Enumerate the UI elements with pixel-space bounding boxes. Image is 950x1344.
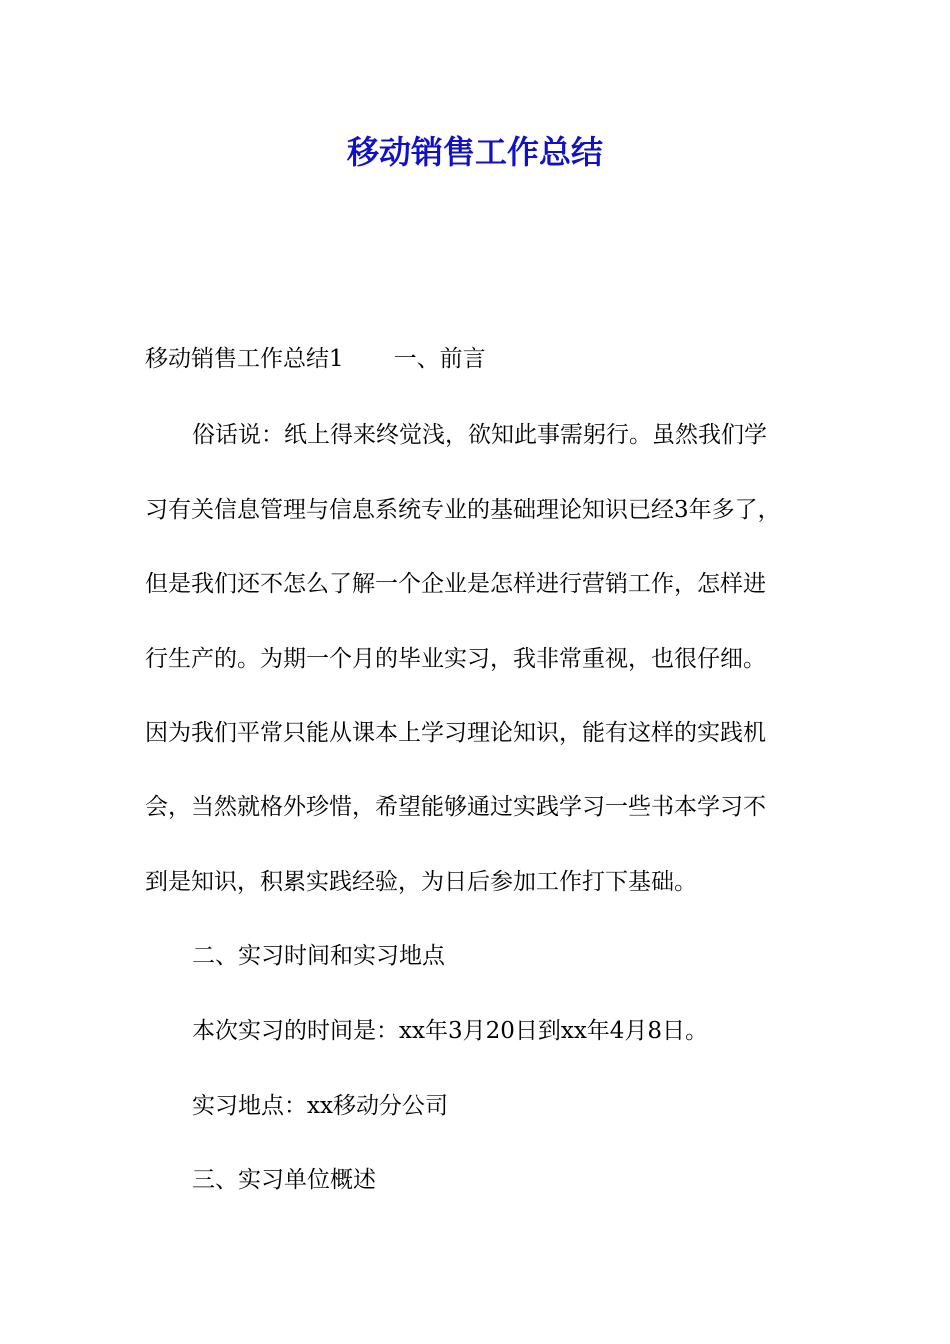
document-title: 移动销售工作总结	[346, 133, 603, 171]
section-2-heading: 二、实习时间和实习地点	[192, 943, 445, 969]
section-2-time: 本次实习的时间是：xx年3月20日到xx年4月8日。	[192, 1018, 709, 1044]
paragraph-1-line-1: 俗话说：纸上得来终觉浅，欲知此事需躬行。虽然我们学	[192, 422, 767, 448]
subheading-left: 移动销售工作总结1	[145, 346, 344, 372]
paragraph-1-line-3: 但是我们还不怎么了解一个企业是怎样进行营销工作，怎样进	[145, 571, 766, 597]
subheading-right: 一、前言	[393, 346, 486, 372]
paragraph-1-line-6: 会，当然就格外珍惜，希望能够通过实践学习一些书本学习不	[145, 794, 766, 820]
section-2-place: 实习地点：xx移动分公司	[192, 1093, 448, 1119]
paragraph-1-line-5: 因为我们平常只能从课本上学习理论知识，能有这样的实践机	[145, 720, 766, 746]
paragraph-1-line-2: 习有关信息管理与信息系统专业的基础理论知识已经3年多了，	[145, 497, 781, 523]
paragraph-1-line-4: 行生产的。为期一个月的毕业实习，我非常重视，也很仔细。	[145, 646, 766, 672]
section-3-heading: 三、实习单位概述	[192, 1167, 376, 1193]
paragraph-1-line-7: 到是知识，积累实践经验，为日后参加工作打下基础。	[145, 869, 697, 895]
subheading-line	[145, 343, 486, 375]
